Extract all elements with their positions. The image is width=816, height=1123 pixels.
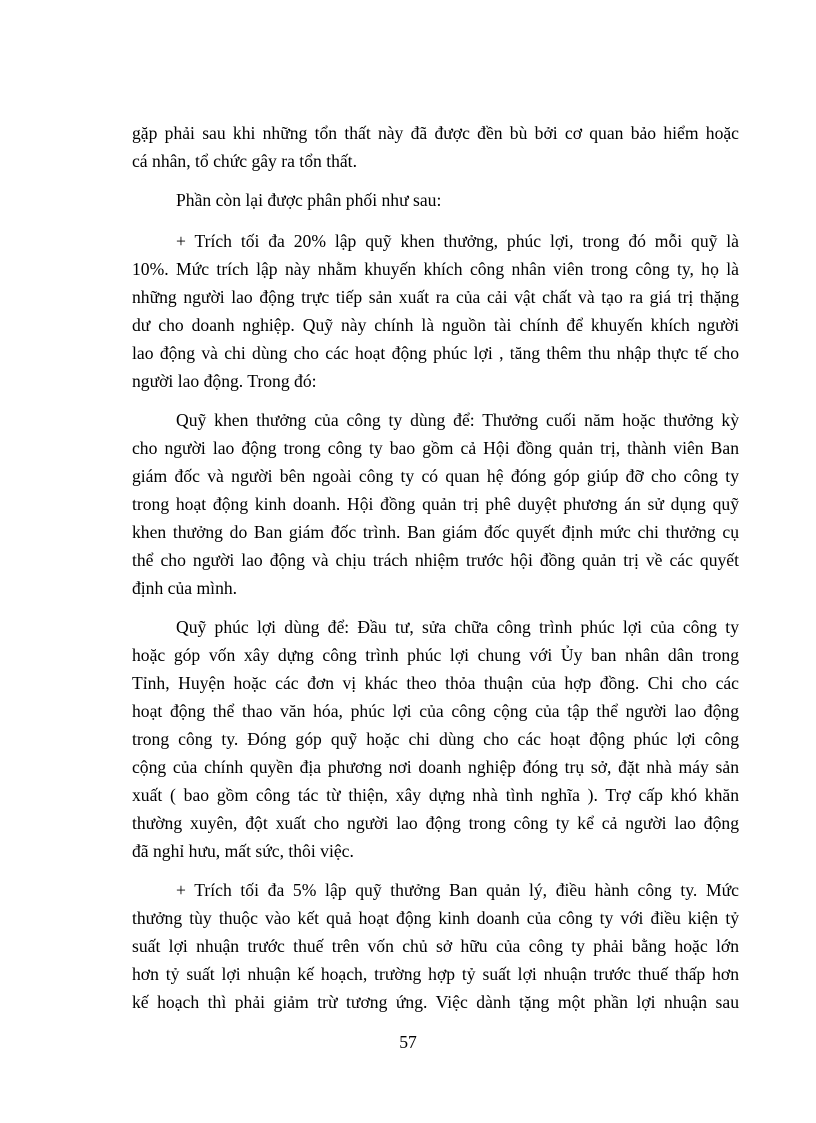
text-line: thể cho người lao động và chịu trách nhiệm trước hội đồng quản trị về các quyết — [132, 550, 739, 570]
text-line: Tỉnh, Huyện hoặc các đơn vị khác theo thỏa thuận của hợp đồng. Chi cho các — [132, 673, 739, 693]
text-line: khen thưởng do Ban giám đốc trình. Ban giám đốc quyết định mức chi thưởng cụ — [132, 522, 739, 542]
text-line: dư cho doanh nghiệp. Quỹ này chính là nguồn tài chính để khuyến khích người — [132, 315, 739, 335]
text-line: + Trích tối đa 5% lập quỹ thưởng Ban quản lý, điều hành công ty. Mức — [176, 880, 739, 900]
text-line: cá nhân, tổ chức gây ra tổn thất. — [132, 151, 357, 171]
text-line: những người lao động trực tiếp sản xuất ra của cải vật chất và tạo ra giá trị thặng — [132, 287, 739, 307]
text-line: hoạt động thể thao văn hóa, phúc lợi của công cộng của tập thể người lao động — [132, 701, 739, 721]
text-line: hơn tỷ suất lợi nhuận kế hoạch, trường hợp tỷ suất lợi nhuận trước thuế thấp hơn — [132, 964, 739, 984]
text-line: đã nghỉ hưu, mất sức, thôi việc. — [132, 841, 354, 861]
text-line: cho người lao động trong công ty bao gồm cả Hội đồng quản trị, thành viên Ban — [132, 438, 739, 458]
text-line: giám đốc và người bên ngoài công ty có quan hệ đóng góp giúp đỡ cho công ty — [132, 466, 739, 486]
text-line: Phần còn lại được phân phối như sau: — [176, 190, 442, 210]
text-line: + Trích tối đa 20% lập quỹ khen thưởng, phúc lợi, trong đó mỗi quỹ là — [176, 231, 739, 251]
text-line: xuất ( bao gồm công tác từ thiện, xây dựng nhà tình nghĩa ). Trợ cấp khó khăn — [132, 785, 739, 805]
text-line: thường xuyên, đột xuất cho người lao động trong công ty kể cả người lao động — [132, 813, 739, 833]
text-line: Quỹ khen thưởng của công ty dùng để: Thưởng cuối năm hoặc thưởng kỳ — [176, 410, 739, 430]
text-line: hoặc góp vốn xây dựng công trình phúc lợi chung với Ủy ban nhân dân trong — [132, 645, 739, 665]
page-number: 57 — [399, 1032, 417, 1052]
text-line: cộng của chính quyền địa phương nơi doanh nghiệp đóng trụ sở, đặt nhà máy sản — [132, 757, 739, 777]
text-line: trong công ty. Đóng góp quỹ hoặc chi dùng cho các hoạt động phúc lợi công — [132, 729, 739, 749]
text-line: thưởng tùy thuộc vào kết quả hoạt động kinh doanh của công ty với điều kiện tỷ — [132, 908, 739, 928]
text-line: Quỹ phúc lợi dùng để: Đầu tư, sửa chữa công trình phúc lợi của công ty — [176, 617, 739, 637]
text-line: định của mình. — [132, 578, 238, 598]
text-line: lao động và chi dùng cho các hoạt động phúc lợi , tăng thêm thu nhập thực tế cho — [132, 343, 739, 363]
text-line: 10%. Mức trích lập này nhằm khuyến khích công nhân viên trong công ty, họ là — [132, 259, 739, 279]
text-line: trong hoạt động kinh doanh. Hội đồng quản trị phê duyệt phương án sử dụng quỹ — [132, 494, 739, 514]
text-line: kế hoạch thì phải giảm trừ tương ứng. Việc dành tặng một phần lợi nhuận sau — [132, 992, 739, 1012]
text-line: suất lợi nhuận trước thuế trên vốn chủ sở hữu của công ty phải bằng hoặc lớn — [132, 936, 739, 956]
text-line: gặp phải sau khi những tổn thất này đã được đền bù bởi cơ quan bảo hiểm hoặc — [132, 123, 739, 143]
text-line: người lao động. Trong đó: — [132, 371, 317, 391]
